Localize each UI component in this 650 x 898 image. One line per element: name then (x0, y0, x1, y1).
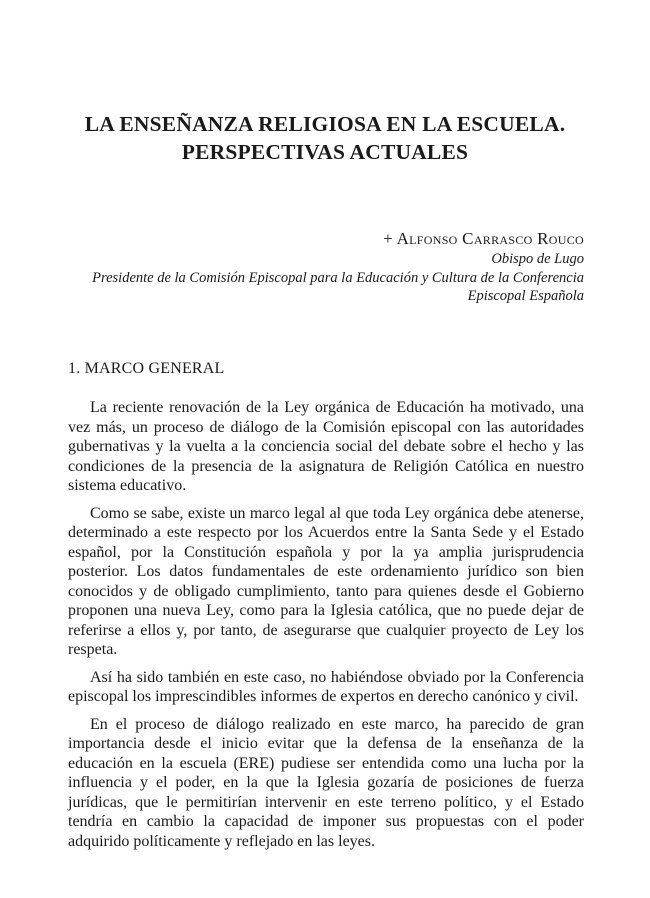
title-line-1: LA ENSEÑANZA RELIGIOSA EN LA ESCUELA. (84, 112, 566, 136)
body-text (68, 398, 584, 859)
paragraph-3: Así ha sido también en este caso, no habiéndose obviado por la Conferencia episcopal los imprescindibles informes de expertos en derecho canónico y civil. (68, 668, 584, 705)
document-title (60, 110, 590, 166)
author-role-president: Presidente de la Comisión Episcopal para la Educación y Cultura de la Conferencia (92, 269, 584, 286)
paragraph-4: En el proceso de diálogo realizado en este marco, ha parecido de gran importancia desde el inicio evitar que la defensa de la enseñanza de la educación en la escuela (ERE) pudiese ser entendida como una lucha por la influencia y el poder, en la que la Iglesia gozaría de posiciones de fuerza jurídicas, que le permitirían intervenir en este terreno político, y el Estado tendría en cambio la capacidad de imponer sus propuestas con el poder adquirido políticamente y reflejado en las leyes. (68, 715, 584, 850)
section-heading: 1. MARCO GENERAL (68, 360, 225, 377)
author-role-bishop: Obispo de Lugo (491, 251, 584, 267)
paragraph-1: La reciente renovación de la Ley orgánica de Educación ha motivado, una vez más, un proceso de diálogo de la Comisión episcopal con las autoridades gubernativas y la vuelta a la conciencia social del debate sobre el hecho y las condiciones de la presencia de la asignatura de Religión Católica en nuestro sistema educativo. (68, 399, 584, 494)
author-role-conference: Episcopal Española (467, 288, 584, 304)
paragraph-2: Como se sabe, existe un marco legal al que toda Ley orgánica debe atenerse, determinado a este respecto por los Acuerdos entre la Santa Sede y el Estado español, por la Constitución española y por la ya amplia jurisprudencia posterior. Los datos fundamentales de este ordenamiento jurídico son bien conocidos y de obligado cumplimiento, tanto para quienes desde el Gobierno proponen una nueva Ley, como para la Iglesia católica, que no puede dejar de referirse a ellos y, por tanto, de asegurarse que cualquier proyecto de Ley los respeta. (68, 504, 584, 658)
author-name: + Alfonso Carrasco Rouco (383, 229, 584, 248)
title-line-2: PERSPECTIVAS ACTUALES (181, 140, 469, 164)
author-block (24, 228, 584, 306)
